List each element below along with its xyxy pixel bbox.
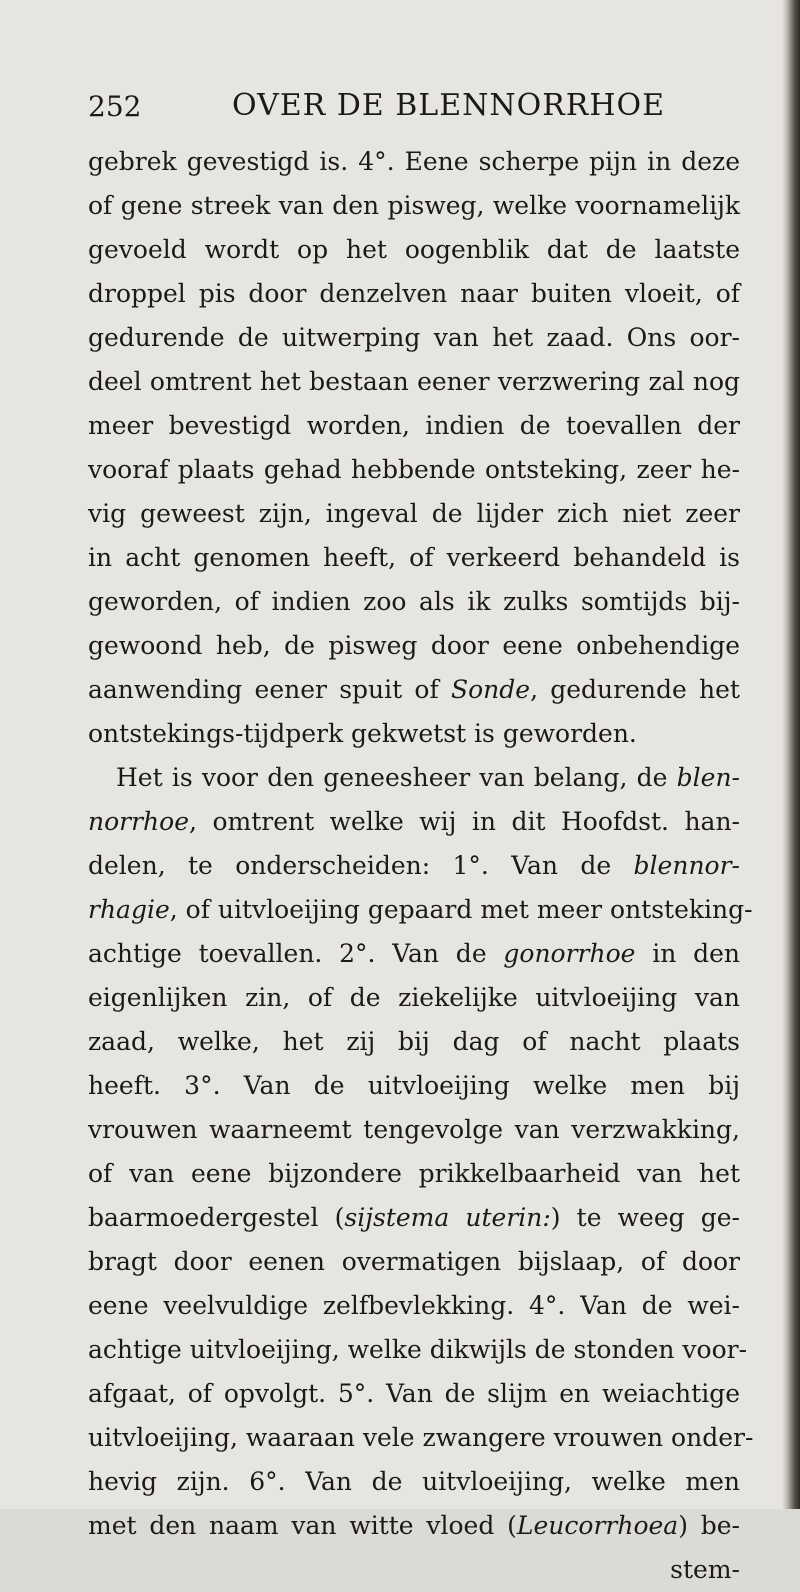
text-segment: stem- xyxy=(670,1555,740,1584)
text-segment: aanwending eener spuit of xyxy=(88,675,451,704)
text-line xyxy=(88,1108,740,1152)
text-segment: geworden, of indien zoo als ik zulks somtijds bij- xyxy=(88,587,740,616)
text-segment: eene veelvuldige zelfbevlekking. 4°. Van de wei- xyxy=(88,1291,740,1320)
body-text xyxy=(88,140,754,1592)
text-line xyxy=(88,624,740,668)
text-line xyxy=(88,1460,740,1504)
text-line xyxy=(88,1328,748,1372)
text-line xyxy=(88,1196,740,1240)
text-line xyxy=(88,360,740,404)
text-line xyxy=(88,668,740,712)
text-segment: baarmoedergestel ( xyxy=(88,1203,345,1232)
text-line xyxy=(88,1240,740,1284)
text-segment: in den xyxy=(635,939,740,968)
text-line xyxy=(88,316,740,360)
running-title: OVER DE BLENNORRHOE xyxy=(232,88,666,123)
text-segment: Het is voor den geneesheer van belang, de xyxy=(116,763,677,792)
text-line xyxy=(88,404,740,448)
text-line xyxy=(88,1020,740,1064)
text-segment: ) te weeg ge- xyxy=(550,1203,740,1232)
italic-text: sijstema uterin: xyxy=(344,1203,551,1232)
text-segment: achtige toevallen. 2°. Van de xyxy=(88,939,504,968)
text-line xyxy=(88,800,740,844)
text-segment: gevoeld wordt op het oogenblik dat de laatste xyxy=(88,235,740,264)
text-line xyxy=(88,932,740,976)
text-line xyxy=(88,976,740,1020)
text-line xyxy=(88,756,740,800)
text-segment: ) be- xyxy=(678,1511,740,1540)
text-segment: droppel pis door denzelven naar buiten vloeit, of xyxy=(88,279,740,308)
text-line xyxy=(88,1152,740,1196)
text-segment: vig geweest zijn, ingeval de lijder zich niet zeer xyxy=(88,499,740,528)
text-line xyxy=(88,580,740,624)
text-segment: eigenlijken zin, of de ziekelijke uitvloeijing van xyxy=(88,983,740,1012)
text-line xyxy=(88,1416,754,1460)
text-segment: heeft. 3°. Van de uitvloeijing welke men bij xyxy=(88,1071,740,1100)
text-line xyxy=(88,140,740,184)
text-segment: hevig zijn. 6°. Van de uitvloeijing, welke men xyxy=(88,1467,740,1496)
text-line xyxy=(88,228,740,272)
text-line xyxy=(88,536,740,580)
text-segment: meer bevestigd worden, indien de toevallen der xyxy=(88,411,740,440)
text-segment: in acht genomen heeft, of verkeerd behandeld is xyxy=(88,543,740,572)
text-line xyxy=(88,272,740,316)
italic-text: blennor- xyxy=(633,851,740,880)
text-line xyxy=(88,1284,740,1328)
text-line xyxy=(88,1064,740,1108)
italic-text: gonorrhoe xyxy=(503,939,636,968)
text-segment: of van eene bijzondere prikkelbaarheid van het xyxy=(88,1159,740,1188)
text-segment: of gene streek van den pisweg, welke voornamelijk xyxy=(88,191,740,220)
text-segment: , gedurende het xyxy=(530,675,740,704)
text-segment: uitvloeijing, waaraan vele zwangere vrouwen onder- xyxy=(88,1423,754,1452)
text-segment: zaad, welke, het zij bij dag of nacht plaats xyxy=(88,1027,740,1056)
italic-text: rhagie xyxy=(88,895,170,924)
page-edge-shadow xyxy=(782,0,800,1509)
text-line xyxy=(88,448,740,492)
text-segment: , of uitvloeijing gepaard met meer ontsteking- xyxy=(169,895,753,924)
italic-text: blen- xyxy=(676,763,740,792)
italic-text: Sonde xyxy=(450,675,531,704)
text-line xyxy=(88,712,740,756)
text-line xyxy=(88,1504,740,1548)
text-segment: achtige uitvloeijing, welke dikwijls de stonden voor- xyxy=(88,1335,748,1364)
text-line xyxy=(88,492,740,536)
text-line xyxy=(88,1548,740,1592)
text-segment: vrouwen waarneemt tengevolge van verzwakking, xyxy=(88,1115,740,1144)
text-line xyxy=(88,1372,740,1416)
text-line xyxy=(88,888,753,932)
text-segment: afgaat, of opvolgt. 5°. Van de slijm en weiachtige xyxy=(88,1379,740,1408)
italic-text: Leucorrhoea xyxy=(516,1511,679,1540)
text-segment: met den naam van witte vloed ( xyxy=(88,1511,517,1540)
text-segment: delen, te onderscheiden: 1°. Van de xyxy=(88,851,634,880)
text-segment: , omtrent welke wij in dit Hoofdst. han- xyxy=(189,807,740,836)
text-line xyxy=(88,184,740,228)
text-segment: bragt door eenen overmatigen bijslaap, of door xyxy=(88,1247,740,1276)
text-segment: gebrek gevestigd is. 4°. Eene scherpe pijn in deze xyxy=(88,147,740,176)
text-line xyxy=(88,844,740,888)
text-segment: deel omtrent het bestaan eener verzwering zal nog xyxy=(88,367,740,396)
text-segment: gewoond heb, de pisweg door eene onbehendige xyxy=(88,631,740,660)
text-segment: gedurende de uitwerping van het zaad. Ons oor- xyxy=(88,323,740,352)
text-segment: ontstekings-tijdperk gekwetst is geworden. xyxy=(88,719,637,748)
italic-text: norrhoe xyxy=(88,807,190,836)
text-segment: vooraf plaats gehad hebbende ontsteking, zeer he- xyxy=(88,455,740,484)
page-number: 252 xyxy=(88,90,142,123)
page-header xyxy=(0,88,786,128)
